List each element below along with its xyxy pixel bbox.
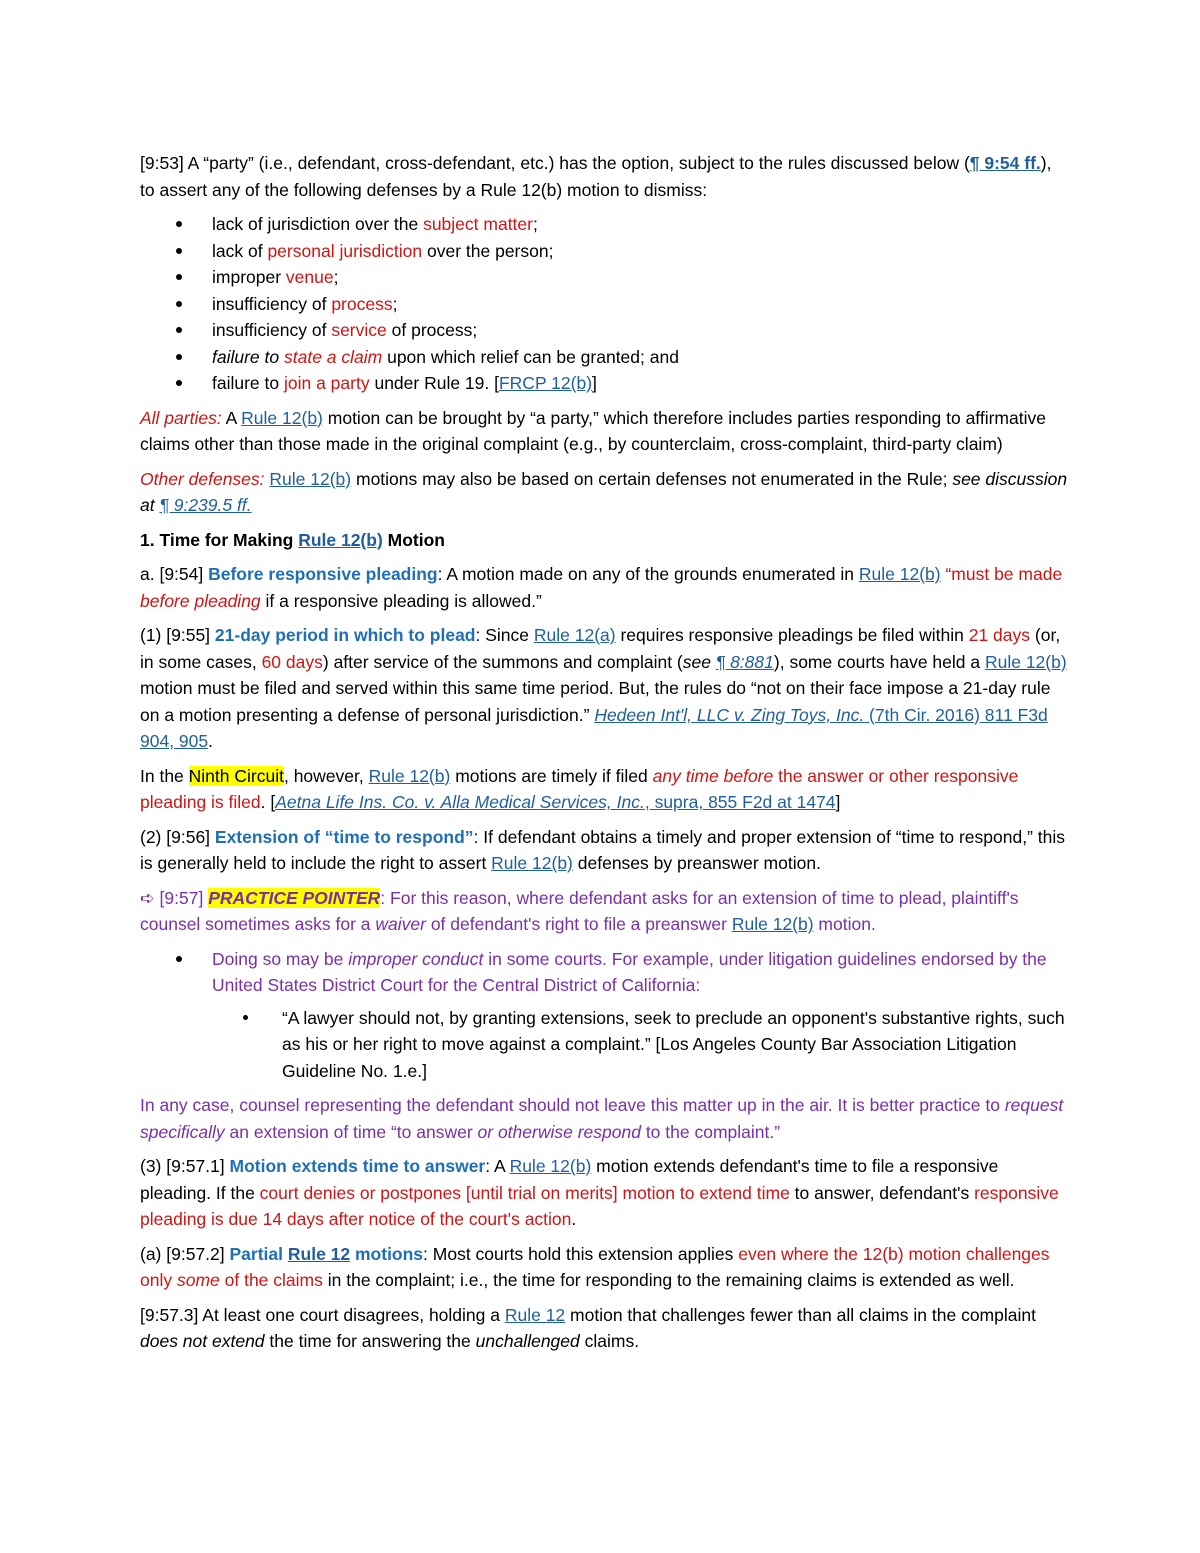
link-rule-12[interactable]: Rule 12 bbox=[504, 1304, 566, 1325]
document-body bbox=[140, 150, 1070, 1363]
link-hedeen-cite[interactable]: (7th Cir. 2016) 811 F3d 904, 905 bbox=[140, 704, 1048, 751]
link-9-54[interactable]: ¶ 9:54 ff. bbox=[969, 153, 1041, 173]
list-item: insufficiency of process; bbox=[140, 291, 1070, 318]
link-rule-12b[interactable]: Rule 12(b) bbox=[368, 765, 451, 786]
paragraph-all-parties: All parties: A Rule 12(b) motion can be brought by “a party,” which therefore includes parties responding to affirmative claims other than those made in the original complaint (e.g., by counterclaim, cross-complaint, third-party claim) bbox=[140, 407, 1046, 454]
practice-pointer: ➪ [9:57] PRACTICE POINTER: For this reason, where defendant asks for an extension of time to plead, plaintiff's counsel sometimes asks for a waiver of defendant's right to file a preanswer Rule 12(b) motion. bbox=[140, 887, 1019, 934]
section-heading: 1. Time for Making Rule 12(b) Motion bbox=[140, 529, 445, 550]
paragraph-any-case: In any case, counsel representing the defendant should not leave this matter up in the air. It is better practice to request specifically an extension of time “to answer or otherwise respond to the complaint.” bbox=[140, 1095, 1064, 1142]
link-rule-12b[interactable]: Rule 12(b) bbox=[984, 651, 1067, 672]
link-rule-12b[interactable]: Rule 12(b) bbox=[269, 468, 352, 489]
list-item: failure to join a party under Rule 19. [FRCP 12(b)] bbox=[140, 370, 1070, 397]
link-rule-12b[interactable]: Rule 12(b) bbox=[509, 1156, 592, 1176]
link-frcp-12b[interactable]: FRCP 12(b) bbox=[498, 373, 593, 393]
link-rule-12b[interactable]: Rule 12(b) bbox=[858, 564, 941, 584]
list-item: lack of personal jurisdiction over the person; bbox=[140, 238, 1070, 265]
link-rule-12a[interactable]: Rule 12(a) bbox=[533, 625, 616, 645]
paragraph-9-55: (1) [9:55] 21-day period in which to plead: Since Rule 12(a) requires responsive pleadings be filed within 21 days (or, in some cases, 60 days) after service of the summons and complaint (see ¶ 8:881), some courts have held a Rule 12(b) motion must be filed and served within this same time period. But, the rules do “not on their face impose a 21-day rule on a motion presenting a defense of personal jurisdiction.” Hedeen Int'l, LLC v. Zing Toys, Inc. (7th Cir. 2016) 811 F3d 904, 905. bbox=[140, 625, 1067, 751]
paragraph-9-53 bbox=[140, 150, 1070, 203]
practice-sublist bbox=[212, 1005, 1070, 1085]
paragraph-9-57-3: [9:57.3] At least one court disagrees, holding a Rule 12 motion that challenges fewer than all claims in the complaint does not extend the time for answering the unchallenged claims. bbox=[140, 1304, 1036, 1351]
paragraph-9-56: (2) [9:56] Extension of “time to respond”: If defendant obtains a timely and proper extension of “time to respond,” this is generally held to include the right to assert Rule 12(b) defenses by preanswer motion. bbox=[140, 826, 1065, 873]
paragraph-ninth-circuit: In the Ninth Circuit, however, Rule 12(b) motions are timely if filed any time before the answer or other responsive pleading is filed. [Aetna Life Ins. Co. v. Alla Medical Services, Inc., supra, 855 F2d at 1474] bbox=[140, 765, 1019, 812]
practice-list bbox=[140, 946, 1070, 1085]
link-9-239-5[interactable]: ¶ 9:239.5 ff. bbox=[159, 495, 252, 515]
link-rule-12b[interactable]: Rule 12(b) bbox=[241, 407, 323, 428]
link-rule-12b[interactable]: Rule 12(b) bbox=[298, 529, 383, 550]
paragraph-other-defenses: Other defenses: Rule 12(b) motions may also be based on certain defenses not enumerated in the Rule; see discussion at ¶ 9:239.5 ff. bbox=[140, 468, 1068, 515]
link-aetna-case[interactable]: Aetna Life Ins. Co. v. Alla Medical Services, Inc. bbox=[275, 792, 645, 812]
list-item: lack of jurisdiction over the subject matter; bbox=[140, 211, 1070, 238]
list-item: Doing so may be improper conduct in some courts. For example, under litigation guidelines endorsed by the United States District Court for the Central District of California: “A lawyer should not, by granting extensions, seek to preclude an opponent's substantive rights, such as his or her right to move against a complaint.” [Los Angeles County Bar Association Litigation Guideline No. 1.e.] bbox=[140, 946, 1070, 1085]
link-aetna-cite[interactable]: , supra, 855 F2d at 1474 bbox=[644, 792, 836, 812]
paragraph-9-54: a. [9:54] Before responsive pleading: A motion made on any of the grounds enumerated in Rule 12(b) “must be made before pleading if a responsive pleading is allowed.” bbox=[140, 564, 1063, 611]
link-rule-12[interactable]: Rule 12 bbox=[287, 1243, 351, 1264]
list-item: improper venue; bbox=[140, 264, 1070, 291]
paragraph-9-57-1: (3) [9:57.1] Motion extends time to answer: A Rule 12(b) motion extends defendant's time to file a responsive pleading. If the court denies or postpones [until trial on merits] motion to extend time to answer, defendant's responsive pleading is due 14 days after notice of the court's action. bbox=[140, 1156, 1059, 1229]
text: ), to assert any of the following defenses by a Rule 12(b) motion to dismiss: bbox=[140, 153, 1052, 200]
link-rule-12b[interactable]: Rule 12(b) bbox=[491, 853, 573, 873]
defenses-list bbox=[140, 211, 1070, 397]
link-rule-12b[interactable]: Rule 12(b) bbox=[731, 914, 814, 934]
paragraph-9-57-2: (a) [9:57.2] Partial Rule 12 motions: Most courts hold this extension applies even where the 12(b) motion challenges only some of the claims in the complaint; i.e., the time for responding to the remaining claims is extended as well. bbox=[140, 1243, 1050, 1290]
list-item: insufficiency of service of process; bbox=[140, 317, 1070, 344]
list-item: failure to state a claim upon which relief can be granted; and bbox=[140, 344, 1070, 371]
text: [9:53] A “party” (i.e., defendant, cross-defendant, etc.) has the option, subject to the rules discussed below ( bbox=[140, 153, 970, 173]
arrow-icon: ➪ bbox=[140, 887, 155, 908]
link-hedeen-case[interactable]: Hedeen Int'l, LLC v. Zing Toys, Inc. bbox=[594, 704, 865, 725]
list-item: “A lawyer should not, by granting extensions, seek to preclude an opponent's substantive rights, such as his or her right to move against a complaint.” [Los Angeles County Bar Association Litigation Guideline No. 1.e.] bbox=[140, 1005, 1070, 1085]
link-8-881[interactable]: ¶ 8:881 bbox=[715, 651, 774, 672]
